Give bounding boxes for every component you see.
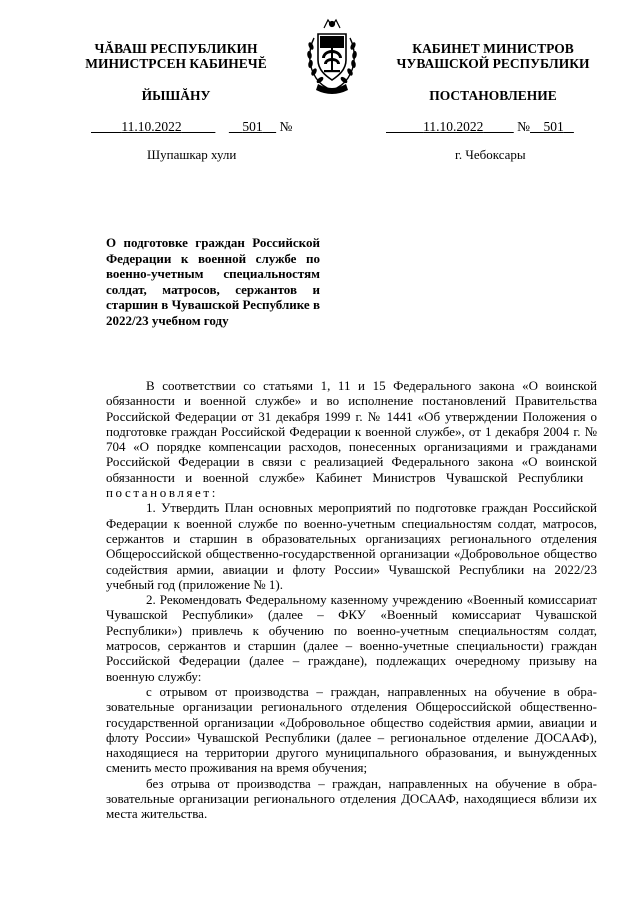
paragraph-item-2: 2. Рекомендовать Федеральному казенному учреждению «Военный комиссариат Чувашской Республики» (далее – ФКУ «Военный комиссариат Чувашской Республики») привлечь к обучению по военно-учетным специальностям солдат, матросов, сержантов и старшин (далее – военно-учетные специальности) граждан Российской Федерации (далее – граждане), подлежащих очередному призыву на военную службу: bbox=[106, 592, 597, 684]
header-left-line-2: МИНИСТРСЕН КАБИНЕЧĔ bbox=[85, 56, 267, 71]
header-right-title bbox=[373, 41, 613, 71]
place-chuvash: Шупашкар хули bbox=[147, 147, 237, 162]
document-subject: О подготовке граждан Российской Федерации к военной службе по военно-учетным специальностям солдат, матросов, сержантов и старшин в Чувашской Республике в 2022/23 учебном году bbox=[106, 235, 320, 328]
header-right-line-1: КАБИНЕТ МИНИСТРОВ bbox=[412, 41, 574, 56]
number-sign-left: № bbox=[279, 119, 293, 134]
header-left-title bbox=[60, 41, 292, 71]
number-sign-right: № bbox=[517, 119, 531, 134]
registration-line-right bbox=[386, 119, 574, 135]
date-underline-right bbox=[386, 119, 514, 134]
number-underline-right bbox=[530, 119, 574, 134]
date-underline-left bbox=[91, 119, 215, 134]
coat-of-arms-emblem bbox=[300, 14, 364, 96]
date-left: 11.10.2022 bbox=[121, 119, 182, 134]
place-russian: г. Чебоксары bbox=[455, 147, 526, 162]
date-right: 11.10.2022 bbox=[423, 119, 484, 134]
number-underline-left bbox=[229, 119, 276, 134]
paragraph-with-leave: с отрывом от производства – граждан, направленных на обучение в образовательные организации регионального отделения Общероссийской общественно-государственной организации «Добровольное общество содействия армии, авиации и флоту России» Чувашской Республики (далее – региональное отделение ДОСААФ), находящиеся на территории другого муниципального образования, и вынужденных сменить место проживания на время обучения; bbox=[106, 683, 597, 776]
header-right-line-2: ЧУВАШСКОЙ РЕСПУБЛИКИ bbox=[396, 56, 590, 71]
preamble-text: В соответствии со статьями 1, 11 и 15 Федерального закона «О воинской обязанности и военной службе» и во исполнение постановлений Правительства Российской Федерации от 31 декабря 1999 г. № 1441 «Об утверждении Положения о подготовке граждан Российской Федерации к военной службе», от 1 декабря 2004 г. № 704 «О порядке компенсации расходов, понесенных организациями и гражданами Российской Федерации в связи с реализацией Федерального закона «О воинской обязанности и военной службе» Кабинет Министров Чувашской Республики bbox=[106, 378, 597, 485]
number-left: 501 bbox=[242, 119, 263, 134]
doc-type-chuvash: ЙЫШĂНУ bbox=[141, 88, 211, 103]
paragraph-item-1: 1. Утвердить План основных мероприятий по подготовке граждан Российской Федерации к военной службе по военно-учетным специальностям солдат, матросов, сержантов и старшин в образовательных организациях регионального отделения Общероссийской общественно-государственной организации «Добровольное общество содействия армии, авиации и флоту России» Чувашской Республики на 2022/23 учебный год (приложение № 1). bbox=[106, 500, 597, 592]
paragraph-without-leave: без отрыва от производства – граждан, направленных на обучение в образовательные организации регионального отделения ДОСААФ, находящиеся вблизи их места жительства. bbox=[106, 775, 597, 822]
resolves-word: постановляет: bbox=[106, 485, 218, 501]
document-body bbox=[106, 378, 597, 822]
doc-type-russian: ПОСТАНОВЛЕНИЕ bbox=[429, 88, 557, 103]
number-right: 501 bbox=[543, 119, 564, 134]
registration-line-left bbox=[91, 119, 292, 135]
header-left-line-1: ЧĂВАШ РЕСПУБЛИКИН bbox=[94, 41, 258, 56]
paragraph-preamble bbox=[106, 378, 597, 500]
